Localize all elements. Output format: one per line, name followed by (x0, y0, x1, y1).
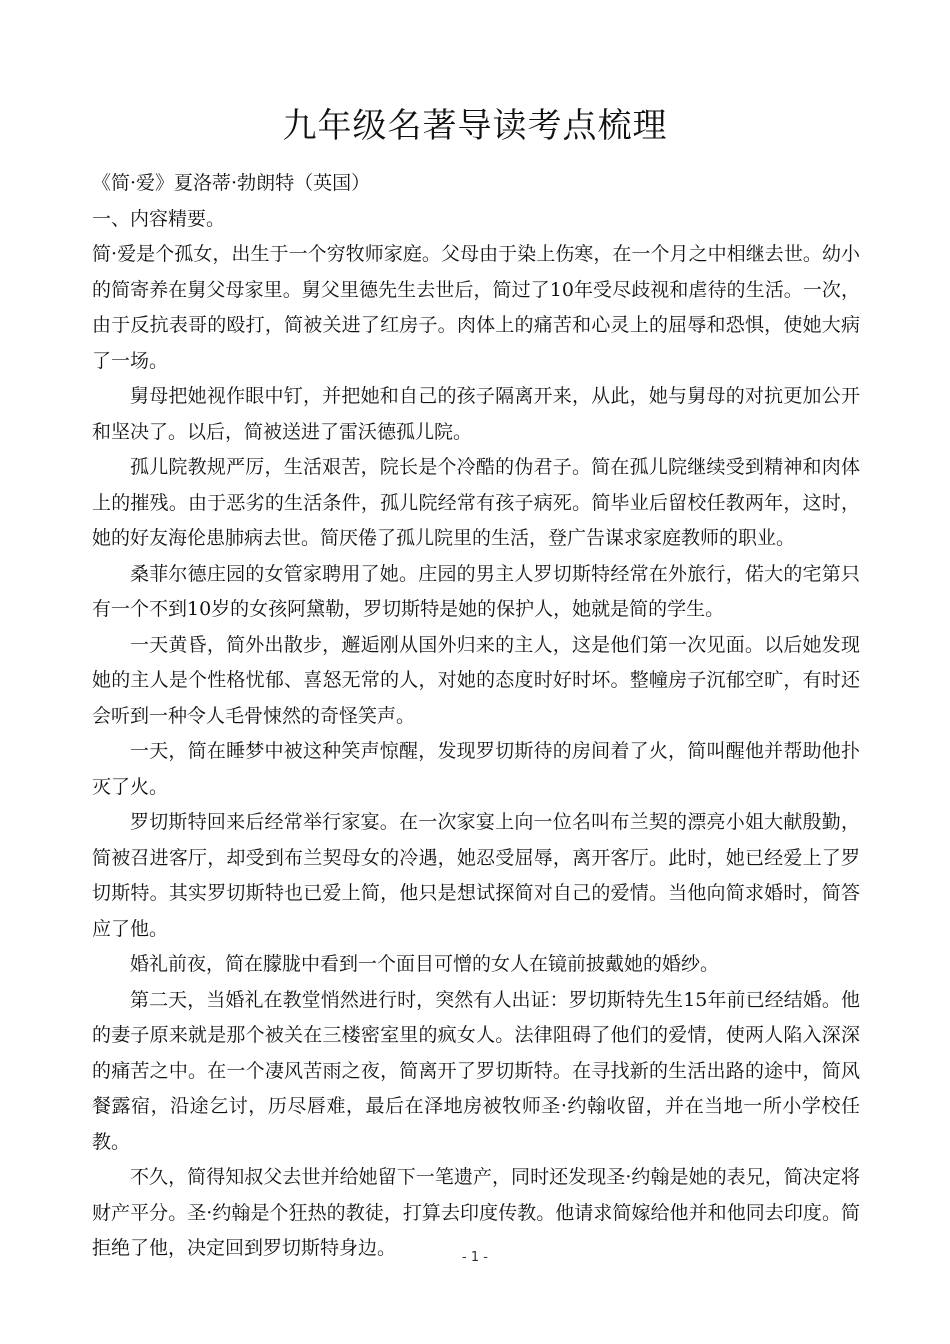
section-heading: 一、内容精要。 (92, 207, 226, 230)
paragraph-8: 婚礼前夜，简在朦胧中看到一个面目可憎的女人在镜前披戴她的婚纱。 (130, 953, 720, 975)
book-title-author-line: 《简·爱》夏洛蒂·勃朗特（英国） (92, 172, 371, 194)
paragraph-9: 第二天，当婚礼在教堂悄然进行时，突然有人出证：罗切斯特先生15年前已经结婚。他的妻子原来就是那个被关在三楼密室里的疯女人。法律阻碍了他们的爱情，使两人陷入深深的痛苦之中。在一个凄风苦雨之夜，简离开了罗切斯特。在寻找新的生活出路的途中，简风餐露宿，沿途乞讨，历尽唇难，最后在泽地房被牧师圣·约翰收留，并在当地一所小学校任教。 (92, 988, 860, 1153)
paragraph-3: 孤儿院教规严厉，生活艰苦，院长是个冷酷的伪君子。简在孤儿院继续受到精神和肉体上的摧残。由于恶劣的生活条件，孤儿院经常有孩子病死。简毕业后留校任教两年，这时，她的好友海伦患肺病去世。简厌倦了孤儿院里的生活，登广告谋求家庭教师的职业。 (92, 456, 860, 549)
paragraph-6: 一天，简在睡梦中被这种笑声惊醒，发现罗切斯待的房间着了火，简叫醒他并帮助他扑灭了火。 (92, 740, 860, 798)
document-body (92, 166, 860, 1267)
paragraph-10: 不久，简得知叔父去世并给她留下一笔遗产，同时还发现圣·约翰是她的表兄，简决定将财产平分。圣·约翰是个狂热的教徒，打算去印度传教。他请求简嫁给他并和他同去印度。简拒绝了他，决定回到罗切斯特身边。 (92, 1166, 860, 1259)
document-title: 九年级名著导读考点梳理 (282, 106, 668, 146)
paragraph-4: 桑菲尔德庄园的女管家聘用了她。庄园的男主人罗切斯特经常在外旅行，偌大的宅第只有一个不到10岁的女孩阿黛勒，罗切斯特是她的保护人，她就是简的学生。 (92, 562, 860, 620)
paragraph-7: 罗切斯特回来后经常举行家宴。在一次家宴上向一位名叫布兰契的漂亮小姐大献殷勤，简被召进客厅，却受到布兰契母女的冷遇，她忍受屈辱，离开客厅。此时，她已经爱上了罗切斯特。其实罗切斯特也已爱上简，他只是想试探简对自己的爱情。当他向简求婚时，简答应了他。 (92, 811, 860, 940)
paragraph-5: 一天黄昏，简外出散步，邂逅刚从国外归来的主人，这是他们第一次见面。以后她发现她的主人是个性格忧郁、喜怒无常的人，对她的态度时好时坏。整幢房子沉郁空旷，有时还会听到一种令人毛骨悚然的奇怪笑声。 (92, 633, 860, 727)
paragraph-1: 简·爱是个孤女，出生于一个穷牧师家庭。父母由于染上伤寒，在一个月之中相继去世。幼小的简寄养在舅父母家里。舅父里德先生去世后，简过了10年受尽歧视和虐待的生活。一次，由于反抗表哥的殴打，简被关进了红房子。肉体上的痛苦和心灵上的屈辱和恐惧，使她大病了一场。 (92, 243, 860, 372)
paragraph-2: 舅母把她视作眼中钉，并把她和自己的孩子隔离开来，从此，她与舅母的对抗更加公开和坚决了。以后，简被送进了雷沃德孤儿院。 (92, 385, 860, 443)
page-number: - 1 - (462, 1250, 488, 1265)
